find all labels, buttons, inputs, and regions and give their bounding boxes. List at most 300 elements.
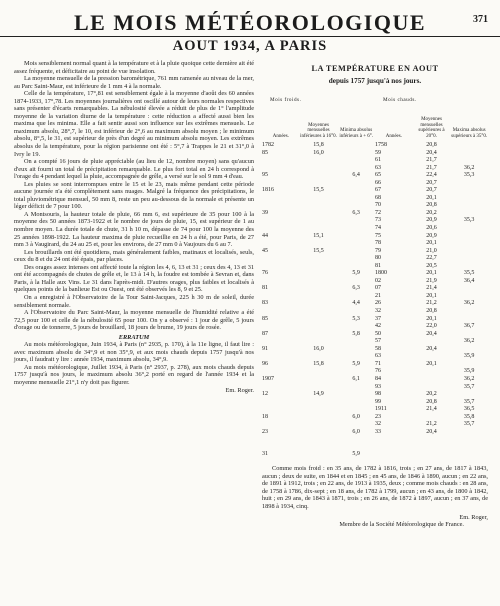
cell-year: 1907 — [262, 375, 274, 382]
table-row — [262, 225, 375, 233]
cell-min — [337, 421, 375, 429]
cell-year: 93 — [375, 383, 381, 390]
table-row — [262, 240, 375, 248]
table-row — [262, 233, 375, 241]
table-row — [262, 421, 375, 429]
table-row — [375, 376, 488, 384]
cell-min — [337, 308, 375, 316]
cell-min — [337, 293, 375, 301]
cell-year: 67 — [375, 187, 381, 194]
table-row — [375, 391, 488, 399]
cell-year: 76 — [262, 270, 268, 277]
hot-months-heading: Mois chauds. — [383, 97, 417, 103]
cell-mean — [300, 399, 338, 407]
cell-min: 6,3 — [352, 209, 360, 216]
cell-min — [337, 263, 375, 271]
cell-mean — [300, 376, 338, 384]
table-row — [375, 172, 488, 180]
table-row — [375, 421, 488, 429]
cell-year — [262, 263, 300, 271]
cell-year: 57 — [375, 338, 381, 345]
cold-months-table — [262, 97, 375, 459]
cell-mean — [300, 240, 338, 248]
cell-year: 21 — [375, 292, 381, 299]
cell-year: 76 — [375, 368, 381, 375]
cell-year: 42 — [375, 323, 381, 330]
table-row — [262, 436, 375, 444]
cell-mean: 21,2 — [426, 421, 437, 428]
cell-max — [450, 391, 488, 399]
cell-mean — [300, 436, 338, 444]
signature-role: Membre de la Société Météorologique de France. — [339, 520, 464, 528]
cell-min — [337, 338, 375, 346]
cell-max: 35,3 — [463, 217, 475, 224]
table-row — [262, 278, 375, 286]
cell-mean: 20,9 — [426, 232, 437, 239]
cell-mean — [300, 285, 338, 293]
table-row — [375, 202, 488, 210]
cell-max — [450, 346, 488, 354]
table-row — [375, 165, 488, 173]
table-row — [375, 255, 488, 263]
cell-min — [337, 406, 375, 414]
cell-max: 36,5 — [463, 406, 475, 413]
cell-year: 12 — [262, 391, 268, 398]
table-row — [375, 406, 488, 414]
cell-max: 36,2 — [463, 300, 475, 307]
cell-max — [450, 331, 488, 339]
cell-year — [262, 278, 300, 286]
cell-year: 1782 — [262, 142, 274, 148]
cell-year: 87 — [262, 330, 268, 337]
cell-mean — [300, 300, 338, 308]
cell-min — [337, 233, 375, 241]
cell-mean: 14,9 — [313, 391, 324, 398]
cell-year: 74 — [375, 225, 381, 232]
cell-year: 44 — [262, 232, 268, 239]
cell-year: 85 — [262, 149, 268, 156]
cell-year: 80 — [375, 255, 381, 262]
table-row — [262, 150, 375, 158]
cell-mean: 20,4 — [426, 330, 437, 337]
cell-mean — [413, 338, 451, 346]
paragraph: A l'Observatoire du Parc Saint-Maur, la moyenne mensuelle de l'humidité relative a été 72,5 pour 100 et celle de la nébulosité 65 pour 100. On y a observé : 1 jour de grêle, 5 jours d'orage ou de tonnerre, 5 jours de brouillard, 18 jours de brume, 19 jours de rosée. — [14, 309, 254, 332]
table-row — [375, 142, 488, 150]
cell-max: 35,9 — [463, 368, 475, 375]
cell-year: 99 — [375, 398, 381, 405]
cell-min — [337, 180, 375, 188]
cell-mean: 16,0 — [313, 149, 324, 156]
cell-mean: 21,4 — [426, 285, 437, 292]
cell-mean: 21,7 — [426, 164, 437, 171]
paragraph: La moyenne mensuelle de la pression barométrique, 761 mm ramenée au niveau de la mer, au Parc Saint-Maur, est inférieure de 1 mm 4 à la normale. — [14, 75, 254, 90]
cell-max: 35,7 — [463, 398, 475, 405]
cell-year: 63 — [375, 164, 381, 171]
paragraph: On a enregistré à l'Observatoire de la Tour Saint-Jacques, 225 h 30 m de soleil, durée sensiblement normale. — [14, 293, 254, 309]
cell-year: 81 — [375, 262, 381, 269]
table-row — [375, 270, 488, 278]
table-row — [375, 187, 488, 195]
table-row — [375, 338, 488, 346]
cell-max — [450, 210, 488, 218]
paragraph: Les pluies se sont interrompues entre le 15 et le 23, mais même pendant cette période aucune journée n'a été complètement sans nuages. Malgré la fréquence des précipitations, le total pluviométrique mensuel, 50 mm 8, reste un peu au-dessous de la normale et présente un léger déficit de 7 pour 100. — [14, 180, 254, 211]
cell-year — [262, 293, 300, 301]
paragraph: Celle de la température, 17°,81 est sensiblement égale à la moyenne d'août des 60 années 1874-1933, 17°,78. Les moyennes journalières ont oscillé autour de leurs normales respectives sans présenter d'écarts remarquables. La nébulosité élevée a réduit de plus de 1° l'amplitude moyenne de la variation diurne de la température : cette réduction a affecté aussi bien les maxima que les minima. Elle a fait sentir aussi son influence sur les extrêmes mensuels. Le maximum absolu, 28°,7, le 10, est inférieur de 2°,6 au maximum absolu moyen ; le minimum absolu, 8°,5, le 31, est supérieur de près d'un degré au minimum absolu moyen. Les extrêmes absolus de la température, pour la région parisienne ont été : 5°,7 à Trappes le 21 et 31°,0 à Ivry le 19. — [14, 90, 254, 158]
cell-mean: 20,1 — [426, 194, 437, 201]
cell-mean — [300, 180, 338, 188]
cell-max — [450, 157, 488, 165]
cell-mean: 20,1 — [426, 315, 437, 322]
cell-year: 75 — [375, 232, 381, 239]
cell-year: 70 — [375, 202, 381, 209]
cell-mean — [300, 338, 338, 346]
table-row — [262, 331, 375, 339]
cell-year — [262, 225, 300, 233]
cell-min — [337, 202, 375, 210]
table-row — [262, 187, 375, 195]
cell-year — [262, 165, 300, 173]
cell-year — [262, 157, 300, 165]
temperature-table — [262, 97, 488, 459]
cell-max: 36,7 — [463, 323, 475, 330]
table-row — [375, 210, 488, 218]
cell-year: 23 — [375, 413, 381, 420]
cell-mean — [300, 225, 338, 233]
cell-min — [337, 187, 375, 195]
table-row — [262, 217, 375, 225]
table-row — [262, 308, 375, 316]
cell-mean: 21,4 — [426, 406, 437, 413]
cell-mean: 20,9 — [426, 217, 437, 224]
cell-max: 36,4 — [463, 277, 475, 284]
cell-year: 68 — [375, 194, 381, 201]
table-row — [375, 368, 488, 376]
cell-year — [262, 202, 300, 210]
cell-mean — [300, 429, 338, 437]
table-row — [375, 217, 488, 225]
cell-min — [337, 323, 375, 331]
table-row — [262, 361, 375, 369]
cell-year: 1816 — [262, 187, 274, 194]
cell-mean — [300, 331, 338, 339]
table-row — [375, 300, 488, 308]
cell-year: 84 — [375, 375, 381, 382]
cell-year: 61 — [375, 157, 381, 164]
cell-min — [337, 255, 375, 263]
cell-max — [450, 150, 488, 158]
cell-year: 91 — [262, 345, 268, 352]
cell-max — [450, 255, 488, 263]
table-row — [262, 323, 375, 331]
table-row — [262, 444, 375, 452]
cell-year: 81 — [262, 285, 268, 292]
cell-mean: 15,8 — [313, 360, 324, 367]
cell-mean — [300, 157, 338, 165]
col-header-cold-min: Minima absolus inférieurs à + 6°. — [339, 128, 374, 140]
cell-mean: 15,1 — [313, 232, 324, 239]
cell-year: 45 — [262, 247, 268, 254]
cell-mean: 20,4 — [426, 149, 437, 156]
col-header-cold-mean: Moyennes mensuelles inférieures à 16°0. — [300, 122, 337, 140]
table-row — [262, 172, 375, 180]
table-row — [375, 180, 488, 188]
cell-mean — [300, 270, 338, 278]
table-row — [262, 316, 375, 324]
cell-max — [450, 285, 488, 293]
cell-year — [262, 240, 300, 248]
cell-mean — [413, 414, 451, 422]
cell-mean — [300, 202, 338, 210]
cell-mean — [300, 353, 338, 361]
cell-mean: 20,6 — [426, 225, 437, 232]
cell-year — [262, 255, 300, 263]
table-row — [375, 150, 488, 158]
cell-year: 31 — [262, 451, 268, 458]
table-row — [262, 157, 375, 165]
table-row — [375, 308, 488, 316]
table-row — [375, 233, 488, 241]
table-row — [375, 248, 488, 256]
cell-mean: 21,7 — [426, 157, 437, 164]
table-row — [262, 414, 375, 422]
paragraph: Les brouillards ont été quotidiens, mais généralement faibles, matinaux et localisés, seuls, ceux du 8 et du 24 ont été épais, par places. — [14, 248, 254, 264]
table-row — [262, 399, 375, 407]
cell-max — [450, 142, 488, 150]
cell-mean: 20,8 — [426, 308, 437, 315]
cell-max — [450, 293, 488, 301]
cell-year: 59 — [375, 149, 381, 156]
page-header — [0, 8, 500, 37]
col-header-hot-mean: Moyennes mensuelles supérieures à 20°0. — [418, 116, 445, 140]
table-row — [262, 368, 375, 376]
cell-year: 1911 — [375, 406, 387, 413]
cell-max: 36,2 — [463, 338, 475, 345]
table-row — [262, 142, 375, 150]
cell-year: 72 — [375, 209, 381, 216]
cell-min: 5,9 — [352, 360, 360, 367]
cell-min — [337, 278, 375, 286]
cell-max — [450, 202, 488, 210]
cell-min — [337, 165, 375, 173]
cell-mean — [300, 210, 338, 218]
cell-mean: 20,8 — [426, 142, 437, 148]
table-row — [262, 285, 375, 293]
table-row — [262, 353, 375, 361]
cell-mean: 20,1 — [426, 270, 437, 277]
cell-mean: 20,7 — [426, 187, 437, 194]
cell-max — [450, 308, 488, 316]
table-row — [262, 248, 375, 256]
cell-max: 36,2 — [463, 164, 475, 171]
cell-max — [450, 248, 488, 256]
cell-mean: 20,8 — [426, 202, 437, 209]
table-row — [375, 285, 488, 293]
cell-year — [262, 195, 300, 203]
cell-mean — [300, 308, 338, 316]
cell-year: 63 — [375, 353, 381, 360]
cell-mean: 20,5 — [426, 262, 437, 269]
cell-mean: 20,2 — [426, 391, 437, 398]
cell-min — [337, 444, 375, 452]
table-row — [375, 346, 488, 354]
cell-mean — [300, 278, 338, 286]
cell-min — [337, 436, 375, 444]
cell-mean: 21,9 — [426, 277, 437, 284]
cell-year: 23 — [262, 428, 268, 435]
cell-mean — [300, 406, 338, 414]
cell-min — [337, 368, 375, 376]
cell-max — [450, 195, 488, 203]
table-row — [375, 414, 488, 422]
cell-year — [262, 436, 300, 444]
table-row — [375, 278, 488, 286]
erratum-body — [14, 341, 254, 386]
cell-min: 6,4 — [352, 172, 360, 179]
cell-max: 35,7 — [463, 383, 475, 390]
cell-year: 1800 — [375, 270, 387, 277]
cell-mean — [300, 368, 338, 376]
cell-mean: 20,7 — [426, 179, 437, 186]
cell-max — [450, 361, 488, 369]
cell-max — [450, 263, 488, 271]
cell-year: 26 — [375, 300, 381, 307]
table-row — [262, 255, 375, 263]
cell-mean: 20,2 — [426, 209, 437, 216]
cell-min: 5,8 — [352, 330, 360, 337]
right-signature: Em. Roger, — [459, 513, 488, 521]
cell-min — [337, 384, 375, 392]
cell-mean — [300, 444, 338, 452]
left-signature: Em. Roger. — [225, 386, 254, 394]
cell-min: 6,1 — [352, 375, 360, 382]
cell-max: 35,9 — [463, 353, 475, 360]
cell-year: 95 — [262, 172, 268, 179]
cell-mean — [300, 217, 338, 225]
cell-min: 5,9 — [352, 270, 360, 277]
cell-year — [262, 406, 300, 414]
paragraph: Mois sensiblement normal quant à la température et à la pluie quoique cette dernière ait été assez fréquente, et déficitaire au point de vue insolation. — [14, 60, 254, 75]
cell-min — [337, 399, 375, 407]
cell-mean: 22,0 — [426, 323, 437, 330]
cell-year — [262, 368, 300, 376]
cell-year: 58 — [375, 345, 381, 352]
cell-year — [262, 308, 300, 316]
cell-year — [262, 323, 300, 331]
cell-mean: 22,7 — [426, 255, 437, 262]
col-header-hot-max: Maxima absolus supérieurs à 35°0. — [451, 128, 488, 140]
cell-mean: 20,4 — [426, 428, 437, 435]
table-row — [262, 451, 375, 459]
table-row — [375, 429, 488, 437]
cell-year — [262, 421, 300, 429]
cell-min — [337, 195, 375, 203]
table-row — [262, 202, 375, 210]
col-header-hot-year: Années. — [385, 134, 402, 140]
table-row — [375, 323, 488, 331]
cell-year — [262, 180, 300, 188]
cell-max — [450, 180, 488, 188]
table-row — [262, 195, 375, 203]
page-title: LE MOIS MÉTÉOROLOGIQUE — [73, 10, 427, 35]
cell-max — [450, 187, 488, 195]
article-body — [14, 60, 254, 332]
table-row — [262, 406, 375, 414]
cell-year: 79 — [375, 247, 381, 254]
cell-mean — [413, 384, 451, 392]
cell-year: 02 — [375, 277, 381, 284]
cell-mean — [300, 165, 338, 173]
cell-year: 66 — [375, 179, 381, 186]
cell-max: 35,5 — [463, 270, 475, 277]
table-row — [375, 361, 488, 369]
table-row — [375, 353, 488, 361]
cell-mean: 20,1 — [426, 360, 437, 367]
cell-min: 6,3 — [352, 285, 360, 292]
paragraph: A Montsouris, la hauteur totale de pluie, 66 mm 6, est supérieure de 35 pour 100 à la moyenne des 50 années 1873-1922 et le nombre de jours de pluie, 15, est supérieur de 1 au nombre moyen. La durée totale de chute, 31 h 10 m, dépasse de 74 pour 100 la moyenne des 25 années 1898-1922. La hauteur maxima de pluie recueillie en 24 h a été, pour Paris, de 27 mm 3 à Vaugirard, du 24 au 25 et, pour les environs, de 27 mm 0 à Vaujours du 6 au 7. — [14, 210, 254, 249]
cell-min — [337, 391, 375, 399]
cell-min — [337, 225, 375, 233]
cell-year: 33 — [375, 428, 381, 435]
cell-max: 35,7 — [463, 421, 475, 428]
paragraph: On a compté 16 jours de pluie appréciable (au lieu de 12, nombre moyen) sans qu'aucun d'eux ait fourni un total de précipitation remarquable. Le plus fort total en 24 h correspond à l'orage du 4 pendant lequel la pluie, accompagnée de grêle, a versé sur le sol 9 mm 4 d'eau. — [14, 158, 254, 181]
cell-mean: 15,5 — [313, 247, 324, 254]
cell-mean — [300, 263, 338, 271]
cell-mean — [300, 451, 338, 459]
table-row — [262, 210, 375, 218]
cell-year: 78 — [375, 240, 381, 247]
cell-year: 85 — [262, 315, 268, 322]
table-row — [262, 391, 375, 399]
table-row — [375, 316, 488, 324]
cell-year — [262, 338, 300, 346]
table-row — [375, 157, 488, 165]
hot-months-table — [375, 97, 488, 459]
cell-mean: 15,8 — [313, 142, 324, 148]
table-row — [262, 165, 375, 173]
cell-mean — [300, 195, 338, 203]
cell-min: 5,3 — [352, 315, 360, 322]
cell-max — [450, 316, 488, 324]
cell-year — [262, 444, 300, 452]
cell-mean: 21,0 — [426, 247, 437, 254]
table-row — [375, 293, 488, 301]
cell-mean — [413, 353, 451, 361]
table-row — [262, 376, 375, 384]
cell-year — [262, 353, 300, 361]
table-row — [262, 429, 375, 437]
cell-mean: 20,4 — [426, 345, 437, 352]
table-row — [262, 293, 375, 301]
cell-year: 18 — [262, 413, 268, 420]
cold-months-heading: Mois froids. — [270, 97, 302, 103]
cell-min: 5,9 — [352, 451, 360, 458]
cell-year: 50 — [375, 330, 381, 337]
cell-year: 39 — [262, 209, 268, 216]
cell-mean — [300, 384, 338, 392]
cell-max: 36,2 — [463, 375, 475, 382]
cell-year: 73 — [375, 217, 381, 224]
cell-mean — [300, 172, 338, 180]
cell-year: 32 — [375, 421, 381, 428]
cell-min — [337, 150, 375, 158]
table-row — [375, 399, 488, 407]
cell-mean — [300, 293, 338, 301]
cell-year: 98 — [375, 391, 381, 398]
cell-mean — [300, 414, 338, 422]
table-row — [375, 225, 488, 233]
table-row — [375, 240, 488, 248]
cell-mean: 20,8 — [426, 398, 437, 405]
